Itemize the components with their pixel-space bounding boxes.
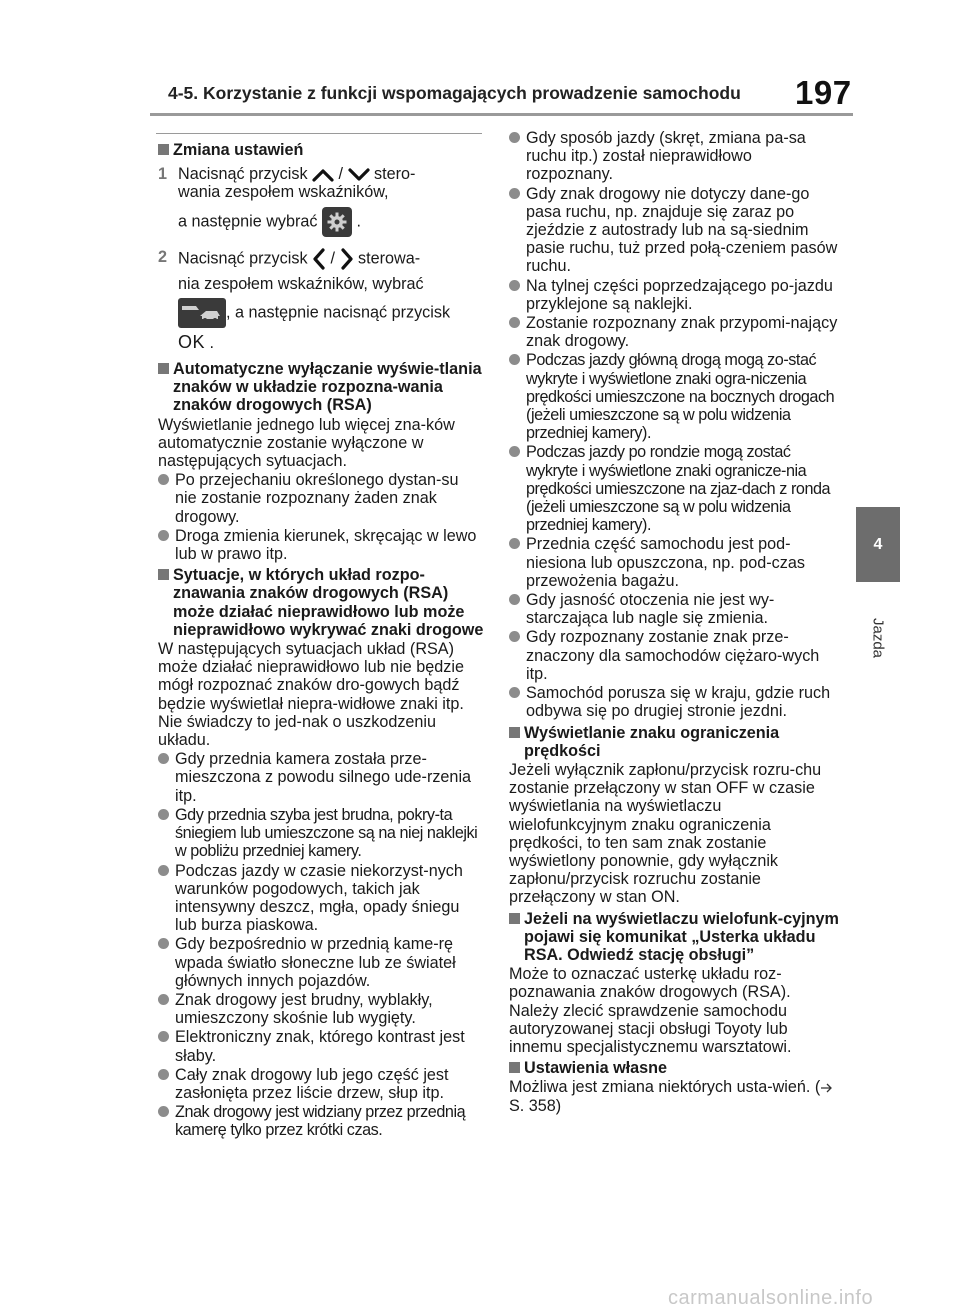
chapter-tab [856,507,900,582]
list-item: Droga zmienia kierunek, skręcając w lewo lub w prawo itp. [158,527,484,563]
list-item: Gdy bezpośrednio w przednią kame-rę wpada światło słoneczne lub ze świateł głównych innych pojazdów. [158,935,484,990]
list-item: Cały znak drogowy lub jego część jest zasłonięta przez liście drzew, słup itp. [158,1066,484,1102]
list-item: Podczas jazdy w czasie niekorzyst-nych warunków pogodowych, takich jak intensywny deszcz, mgła, opady śniegu lub burza piaskowa. [158,862,484,935]
bullet-dot-icon [509,538,520,549]
paragraph: W następujących sytuacjach układ (RSA) może działać nieprawidłowo lub nie będzie mógł rozpoznać znaków dro-gowych bądź będzie wyświetlał niepra-widłowe znaki itp. Nie świadczy to jed-nak o uszkodzeniu układu. [158,640,464,750]
list-item: Na tylnej części poprzedzającego po-jazdu przyklejone są naklejki. [509,277,839,313]
step-2: 2 Nacisnąć przycisk / sterowa- nia zespołem wskaźników, wybrać , a następnie nacisnąć przycisk OK . [158,248,484,357]
bullet-dot-icon [158,865,169,876]
square-bullet-icon [158,144,169,155]
section-heading: Automatyczne wyłączanie wyświe-tlania znaków w układzie rozpozna-wania znaków drogowych (RSA) [158,360,484,415]
settings-gear-icon [322,207,352,237]
chapter-label [864,598,892,678]
bullet-dot-icon [158,994,169,1005]
paragraph: Wyświetlanie jednego lub więcej zna-ków automatycznie zostanie wyłączone w następujących sytuacjach. [158,415,455,471]
list-item: Podczas jazdy po rondzie mogą zostać wykryte i wyświetlone znaki ogranicze-nia prędkości umieszczone na zjaz-dach z ronda (jeżeli umieszczone są w polu widzenia przedniej kamery). [509,443,839,534]
left-column [158,138,484,1141]
section-heading: Wyświetlanie znaku ograniczenia prędkości [509,724,839,760]
bullet-dot-icon [158,809,169,820]
page-reference[interactable]: S. 358) [509,1096,562,1115]
page-number: 197 [795,74,852,111]
chevron-left-icon [312,248,326,270]
paragraph: Może to oznaczać usterkę układu roz-poznawania znaków drogowych (RSA). Należy zlecić sprawdzenie samochodu autoryzowanej stacji obsługi Toyoty lub innemu specjalistycznemu warsztatowi. [509,965,792,1056]
square-bullet-icon [509,1062,520,1073]
square-bullet-icon [509,727,520,738]
page-header [150,76,855,112]
step-number: 2 [158,247,168,266]
chevron-right-icon [340,248,354,270]
list-item: Gdy sposób jazdy (skręt, zmiana pa-sa ruchu itp.) został nieprawidłowo rozpoznany. [509,129,839,184]
list-item: Gdy przednia kamera została prze-mieszczona z powodu silnego ude-rzenia itp. [158,750,484,805]
list-item: Przednia część samochodu jest pod-niesiona lub opuszczona, np. pod-czas przewożenia bagażu. [509,535,839,590]
road-sign-car-icon [178,298,226,328]
section-heading: Jeżeli na wyświetlaczu wielofunk-cyjnym pojawi się komunikat „Usterka układu RSA. Odwiedź stację obsługi” [509,910,839,965]
step-number: 1 [158,165,168,184]
bullet-dot-icon [158,753,169,764]
bullet-dot-icon [509,132,520,143]
chevron-up-icon [312,168,334,182]
bullet-dot-icon [509,280,520,291]
list-item: Znak drogowy jest widziany przez przednią kamerę tylko przez krótki czas. [158,1103,484,1139]
bullet-dot-icon [158,938,169,949]
bullet-dot-icon [158,530,169,541]
chapter-number: 4 [873,535,883,553]
bullet-dot-icon [509,354,520,365]
bullet-dot-icon [158,474,169,485]
bullet-dot-icon [509,317,520,328]
bullet-dot-icon [509,631,520,642]
bullet-dot-icon [509,188,520,199]
list-item: Gdy rozpoznany zostanie znak prze-znaczony dla samochodów ciężaro-wych itp. [509,628,839,683]
right-column [509,128,839,1115]
bullet-dot-icon [158,1069,169,1080]
header-rule [150,113,853,116]
arrow-right-icon [820,1083,833,1093]
ok-button-icon: OK [178,331,206,352]
list-item: Znak drogowy jest brudny, wyblakły, umieszczony skośnie lub wygięty. [158,991,484,1027]
list-item: Elektroniczny znak, którego kontrast jest słaby. [158,1028,484,1064]
bullet-dot-icon [158,1106,169,1117]
square-bullet-icon [509,913,520,924]
list-item: Samochód porusza się w kraju, gdzie ruch odbywa się po drugiej stronie jezdni. [509,684,839,720]
header-title: 4-5. Korzystanie z funkcji wspomagających prowadzenie samochodu [168,83,741,103]
bullet-dot-icon [158,1031,169,1042]
bullet-dot-icon [509,687,520,698]
section-heading: Sytuacje, w których układ rozpo-znawania znaków drogowych (RSA) może działać nieprawidłowo lub może nieprawidłowo wykrywać znaki drogowe [158,566,484,639]
section-heading: Ustawienia własne [509,1059,839,1077]
bullet-dot-icon [509,594,520,605]
list-item: Zostanie rozpoznany znak przypomi-nający znak drogowy. [509,314,839,350]
chevron-down-icon [348,168,370,182]
list-item: Gdy jasność otoczenia nie jest wy-starczająca lub nagle się zmienia. [509,591,839,627]
section-heading: Zmiana ustawień [158,141,484,159]
list-item: Podczas jazdy główną drogą mogą zo-stać wykryte i wyświetlone znaki ogra-niczenia prędkości umieszczone na bocznych drogach (jeżeli umieszczone są w polu widzenia przedniej kamery). [509,351,839,442]
list-item: Gdy znak drogowy nie dotyczy dane-go pasa ruchu, np. znajduje się zaraz po zjeździe z autostrady lub na są-siednim pasie ruchu, tuż przed połą-czeniem pasów ruchu. [509,185,839,276]
list-item: Gdy przednia szyba jest brudna, pokry-ta śniegiem lub umieszczone są na niej naklejki w pobliżu przedniej kamery. [158,806,484,861]
watermark: carmanualsonline.info [668,1287,874,1309]
list-item: Po przejechaniu określonego dystan-su nie zostanie rozpoznany żaden znak drogowy. [158,471,484,526]
square-bullet-icon [158,363,169,374]
chapter-label-text: Jazda [869,617,887,659]
paragraph: Możliwa jest zmiana niektórych usta-wień. (S. 358) [509,1078,839,1114]
bullet-dot-icon [509,446,520,457]
step-1: 1 Nacisnąć przycisk / stero- wania zespołem wskaźników, a następnie wybrać . [158,165,484,241]
column-rule [156,133,482,134]
square-bullet-icon [158,569,169,580]
paragraph: Jeżeli wyłącznik zapłonu/przycisk rozru-chu zostanie przełączony w stan OFF w czasie wyświetlania na wyświetlaczu wielofunkcyjnym znaku ograniczenia prędkości, to ten sam znak zostanie wyświetlony ponownie, gdy wyłącznik zapłonu/przycisk rozruchu zostanie przełączony w stan ON. [509,760,822,907]
